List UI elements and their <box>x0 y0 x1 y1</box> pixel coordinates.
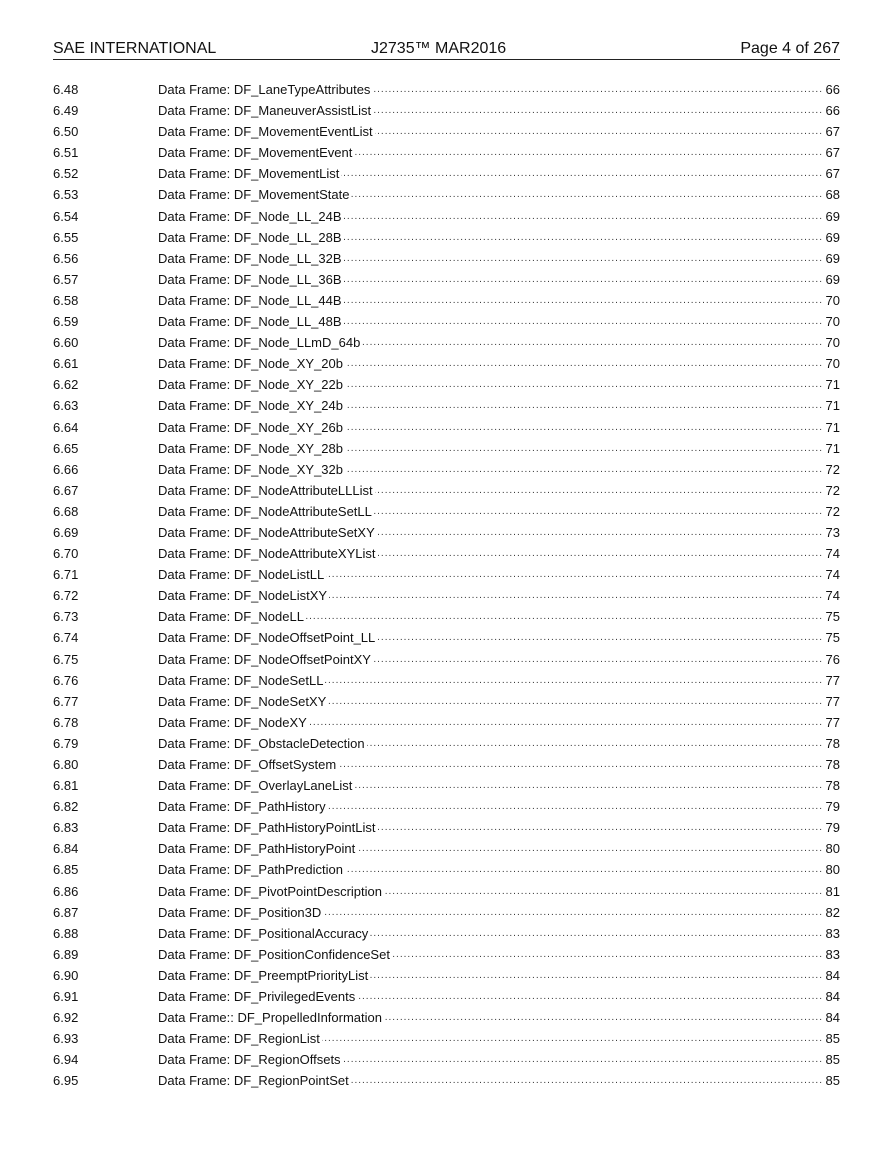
toc-entry-number: 6.48 <box>53 82 79 97</box>
toc-entry-title-text: Data Frame: DF_OffsetSystem <box>158 757 337 772</box>
toc-entry[interactable] <box>53 100 840 121</box>
toc-entry-title <box>158 859 823 880</box>
toc-entry-page: 75 <box>825 630 840 646</box>
toc-entry[interactable] <box>53 965 840 986</box>
toc-entry-number: 6.65 <box>53 440 79 456</box>
toc-entry-number: 6.69 <box>53 524 79 540</box>
toc-entry-title <box>158 100 823 121</box>
toc-entry-page: 76 <box>825 651 840 667</box>
toc-entry-title-text: Data Frame:: DF_PropelledInformation <box>158 1010 382 1026</box>
toc-entry-number: 6.51 <box>53 145 79 161</box>
toc-entry-title <box>158 986 823 1007</box>
toc-entry[interactable] <box>53 184 840 205</box>
toc-entry-title <box>158 311 823 332</box>
toc-entry-number: 6.67 <box>53 482 79 498</box>
toc-entry[interactable] <box>53 986 840 1007</box>
toc-entry-page: 66 <box>825 103 840 119</box>
toc-entry-number: 6.84 <box>53 841 79 857</box>
toc-entry-number: 6.93 <box>53 1031 79 1047</box>
toc-entry-title <box>158 522 823 543</box>
toc-entry-title <box>158 712 823 733</box>
toc-entry-number: 6.50 <box>53 124 79 140</box>
toc-entry-title <box>158 353 823 374</box>
toc-entry-page: 78 <box>825 735 840 751</box>
toc-entry[interactable] <box>53 206 840 227</box>
toc-entry-number: 6.75 <box>53 651 79 667</box>
toc-entry[interactable] <box>53 796 840 817</box>
toc-entry-page: 84 <box>825 989 840 1005</box>
toc-entry-title-text: Data Frame: DF_RegionPointSet <box>158 1073 349 1089</box>
toc-entry-page: 68 <box>825 187 840 203</box>
toc-entry-title-text: Data Frame: DF_ObstacleDetection <box>158 735 365 751</box>
toc-entry-title-text: Data Frame: DF_NodeAttributeLLList <box>158 482 373 498</box>
toc-entry-page: 69 <box>825 250 840 266</box>
toc-entry-title <box>158 79 823 100</box>
toc-entry-title-text: Data Frame: DF_PathPrediction <box>158 862 343 878</box>
toc-entry-title-text: Data Frame: DF_Node_LL_44B <box>158 292 342 308</box>
header-organization: SAE INTERNATIONAL <box>53 40 217 57</box>
toc-entry-page: 84 <box>825 1010 840 1026</box>
toc-entry-title <box>158 670 823 691</box>
toc-entry[interactable] <box>53 1070 840 1091</box>
toc-entry-title-text: Data Frame: DF_Node_LLmD_64b <box>158 335 361 351</box>
toc-entry-number: 6.95 <box>53 1073 79 1089</box>
toc-entry-title-text: Data Frame: DF_PathHistoryPoint <box>158 841 356 857</box>
toc-entry[interactable] <box>53 923 840 944</box>
toc-entry-number: 6.70 <box>53 546 79 562</box>
toc-entry-title <box>158 754 823 775</box>
header-page-number: Page 4 of 267 <box>740 40 840 57</box>
toc-entry-number: 6.49 <box>53 103 79 119</box>
toc-entry-page: 85 <box>825 1031 840 1047</box>
toc-entry-title <box>158 374 823 395</box>
toc-entry-title <box>158 227 823 248</box>
toc-entry-number: 6.57 <box>53 271 79 287</box>
toc-entry-page: 83 <box>825 946 840 962</box>
toc-entry-title <box>158 965 823 986</box>
toc-entry-number: 6.78 <box>53 714 79 730</box>
toc-entry-title-text: Data Frame: DF_Node_LL_32B <box>158 250 342 266</box>
toc-entry-title <box>158 501 823 522</box>
toc-entry-number: 6.81 <box>53 778 79 794</box>
toc-entry[interactable] <box>53 395 840 416</box>
toc-entry[interactable] <box>53 564 840 585</box>
toc-entry[interactable] <box>53 227 840 248</box>
toc-entry-title <box>158 543 823 564</box>
toc-entry-title-text: Data Frame: DF_NodeOffsetPointXY <box>158 651 371 667</box>
toc-entry-title-text: Data Frame: DF_MovementEventList <box>158 124 373 140</box>
toc-entry-title-text: Data Frame: DF_LaneTypeAttributes <box>158 82 371 97</box>
toc-entry-title-text: Data Frame: DF_PivotPointDescription <box>158 883 382 899</box>
toc-entry-page: 83 <box>825 925 840 941</box>
toc-entry-title-text: Data Frame: DF_Node_XY_32b <box>158 461 343 477</box>
toc-entry-page: 69 <box>825 271 840 287</box>
toc-entry-title-text: Data Frame: DF_PreemptPriorityList <box>158 967 369 983</box>
toc-entry-title <box>158 817 823 838</box>
toc-entry-number: 6.72 <box>53 588 79 604</box>
toc-entry[interactable] <box>53 269 840 290</box>
toc-entry-page: 82 <box>825 904 840 920</box>
toc-entry-number: 6.91 <box>53 989 79 1005</box>
toc-entry[interactable] <box>53 374 840 395</box>
toc-entry-page: 72 <box>825 503 840 519</box>
toc-entry-number: 6.53 <box>53 187 79 203</box>
toc-entry-number: 6.86 <box>53 883 79 899</box>
toc-entry-title-text: Data Frame: DF_PrivilegedEvents <box>158 989 356 1005</box>
toc-entry-title-text: Data Frame: DF_PositionConfidenceSet <box>158 946 390 962</box>
toc-entry-title-text: Data Frame: DF_MovementList <box>158 166 340 182</box>
toc-entry[interactable] <box>53 121 840 142</box>
toc-entry-number: 6.61 <box>53 356 79 372</box>
toc-entry-page: 66 <box>825 82 840 97</box>
toc-entry-page: 73 <box>825 524 840 540</box>
toc-entry-title <box>158 332 823 353</box>
toc-entry[interactable] <box>53 290 840 311</box>
toc-entry-page: 67 <box>825 166 840 182</box>
toc-entry-title <box>158 1049 823 1070</box>
table-of-contents <box>53 79 840 1092</box>
toc-entry-number: 6.80 <box>53 757 79 772</box>
toc-entry-title-text: Data Frame: DF_Node_LL_24B <box>158 208 342 224</box>
toc-entry-title-text: Data Frame: DF_RegionOffsets <box>158 1052 341 1068</box>
toc-entry[interactable] <box>53 817 840 838</box>
toc-entry-number: 6.94 <box>53 1052 79 1068</box>
toc-entry-page: 74 <box>825 567 840 583</box>
toc-entry[interactable] <box>53 733 840 754</box>
toc-entry-page: 69 <box>825 208 840 224</box>
toc-entry-number: 6.58 <box>53 292 79 308</box>
toc-entry-page: 74 <box>825 546 840 562</box>
toc-entry[interactable] <box>53 459 840 480</box>
toc-entry[interactable] <box>53 480 840 501</box>
toc-entry[interactable] <box>53 627 840 648</box>
toc-entry-title-text: Data Frame: DF_NodeListXY <box>158 588 328 604</box>
toc-entry-title-text: Data Frame: DF_NodeSetLL <box>158 672 324 688</box>
toc-entry-page: 69 <box>825 229 840 245</box>
toc-entry-title <box>158 564 823 585</box>
toc-entry-title-text: Data Frame: DF_NodeAttributeSetLL <box>158 503 372 519</box>
toc-entry-page: 77 <box>825 714 840 730</box>
toc-entry-page: 70 <box>825 335 840 351</box>
toc-entry-page: 75 <box>825 609 840 625</box>
toc-entry-number: 6.60 <box>53 335 79 351</box>
toc-entry[interactable] <box>53 142 840 163</box>
toc-entry-page: 84 <box>825 967 840 983</box>
toc-entry[interactable] <box>53 944 840 965</box>
toc-entry[interactable] <box>53 353 840 374</box>
toc-entry-page: 81 <box>825 883 840 899</box>
toc-entry[interactable] <box>53 775 840 796</box>
header-rule <box>53 59 840 60</box>
toc-entry-number: 6.56 <box>53 250 79 266</box>
toc-entry-page: 71 <box>825 440 840 456</box>
toc-entry-title <box>158 1028 823 1049</box>
toc-entry-number: 6.79 <box>53 735 79 751</box>
page-header <box>53 40 840 62</box>
toc-entry-title <box>158 649 823 670</box>
toc-entry-title-text: Data Frame: DF_MovementState <box>158 187 350 203</box>
toc-entry-page: 85 <box>825 1073 840 1089</box>
toc-entry-page: 77 <box>825 672 840 688</box>
toc-entry[interactable] <box>53 585 840 606</box>
toc-entry-title <box>158 627 823 648</box>
toc-entry-page: 72 <box>825 461 840 477</box>
toc-entry-title <box>158 248 823 269</box>
toc-entry-title <box>158 881 823 902</box>
toc-entry-title-text: Data Frame: DF_MovementEvent <box>158 145 353 161</box>
toc-entry-title <box>158 417 823 438</box>
toc-entry-page: 79 <box>825 820 840 836</box>
toc-entry-number: 6.83 <box>53 820 79 836</box>
toc-entry-title-text: Data Frame: DF_NodeOffsetPoint_LL <box>158 630 376 646</box>
toc-entry-page: 78 <box>825 778 840 794</box>
toc-entry-title <box>158 269 823 290</box>
toc-entry-title-text: Data Frame: DF_Node_XY_24b <box>158 398 343 414</box>
toc-entry-title <box>158 438 823 459</box>
toc-entry-number: 6.62 <box>53 377 79 393</box>
toc-entry-title <box>158 1007 823 1028</box>
toc-entry-number: 6.88 <box>53 925 79 941</box>
toc-entry-title-text: Data Frame: DF_RegionList <box>158 1031 320 1047</box>
toc-entry-page: 78 <box>825 757 840 772</box>
toc-entry-page: 70 <box>825 292 840 308</box>
toc-entry-title <box>158 796 823 817</box>
toc-entry[interactable] <box>53 79 840 100</box>
toc-entry-number: 6.55 <box>53 229 79 245</box>
toc-entry-title-text: Data Frame: DF_NodeXY <box>158 714 307 730</box>
toc-entry-page: 72 <box>825 482 840 498</box>
toc-entry-title <box>158 838 823 859</box>
toc-entry[interactable] <box>53 248 840 269</box>
toc-entry-title <box>158 459 823 480</box>
toc-entry-number: 6.71 <box>53 567 79 583</box>
toc-entry-title-text: Data Frame: DF_PositionalAccuracy <box>158 925 369 941</box>
toc-entry-number: 6.92 <box>53 1010 79 1026</box>
toc-entry-title <box>158 163 823 184</box>
toc-entry-title <box>158 121 823 142</box>
toc-entry-title <box>158 733 823 754</box>
toc-entry-title <box>158 184 823 205</box>
toc-entry[interactable] <box>53 417 840 438</box>
toc-entry[interactable] <box>53 522 840 543</box>
toc-entry-number: 6.90 <box>53 967 79 983</box>
header-document-id: J2735™ MAR2016 <box>371 40 507 57</box>
toc-entry-page: 71 <box>825 398 840 414</box>
toc-entry-page: 85 <box>825 1052 840 1068</box>
toc-entry[interactable] <box>53 163 840 184</box>
toc-entry-page: 67 <box>825 124 840 140</box>
toc-entry-page: 71 <box>825 377 840 393</box>
toc-entry-number: 6.68 <box>53 503 79 519</box>
toc-entry[interactable] <box>53 332 840 353</box>
toc-entry-title <box>158 1070 823 1091</box>
toc-entry-title-text: Data Frame: DF_Node_XY_20b <box>158 356 343 372</box>
toc-entry[interactable] <box>53 501 840 522</box>
toc-entry-title <box>158 944 823 965</box>
toc-entry-title-text: Data Frame: DF_Node_XY_26b <box>158 419 343 435</box>
toc-entry-page: 71 <box>825 419 840 435</box>
toc-entry-title <box>158 290 823 311</box>
toc-entry-number: 6.66 <box>53 461 79 477</box>
toc-entry-title-text: Data Frame: DF_NodeAttributeXYList <box>158 546 376 562</box>
toc-entry-title-text: Data Frame: DF_OverlayLaneList <box>158 778 353 794</box>
toc-entry-title-text: Data Frame: DF_Node_XY_22b <box>158 377 343 393</box>
toc-entry[interactable] <box>53 712 840 733</box>
toc-entry-title <box>158 775 823 796</box>
toc-entry-title-text: Data Frame: DF_NodeLL <box>158 609 304 625</box>
toc-entry-title <box>158 923 823 944</box>
toc-entry-page: 74 <box>825 588 840 604</box>
toc-entry[interactable] <box>53 606 840 627</box>
toc-entry[interactable] <box>53 859 840 880</box>
toc-entry-number: 6.77 <box>53 693 79 709</box>
toc-entry-page: 70 <box>825 314 840 330</box>
toc-entry-title-text: Data Frame: DF_PathHistoryPointList <box>158 820 376 836</box>
toc-entry-page: 70 <box>825 356 840 372</box>
toc-entry-page: 80 <box>825 841 840 857</box>
toc-entry[interactable] <box>53 881 840 902</box>
toc-entry-number: 6.64 <box>53 419 79 435</box>
toc-entry-title <box>158 480 823 501</box>
toc-entry-number: 6.76 <box>53 672 79 688</box>
toc-entry[interactable] <box>53 649 840 670</box>
toc-entry-number: 6.89 <box>53 946 79 962</box>
toc-entry-title <box>158 206 823 227</box>
toc-entry[interactable] <box>53 311 840 332</box>
toc-entry-title-text: Data Frame: DF_NodeAttributeSetXY <box>158 524 375 540</box>
toc-entry[interactable] <box>53 691 840 712</box>
toc-entry-title-text: Data Frame: DF_ManeuverAssistList <box>158 103 372 119</box>
toc-entry-number: 6.82 <box>53 799 79 815</box>
toc-entry-page: 77 <box>825 693 840 709</box>
toc-entry-title-text: Data Frame: DF_NodeListLL <box>158 567 325 583</box>
toc-entry[interactable] <box>53 670 840 691</box>
toc-entry-title-text: Data Frame: DF_PathHistory <box>158 799 326 815</box>
toc-entry-number: 6.87 <box>53 904 79 920</box>
toc-entry-title-text: Data Frame: DF_NodeSetXY <box>158 693 327 709</box>
toc-entry-title <box>158 606 823 627</box>
toc-entry-number: 6.74 <box>53 630 79 646</box>
toc-entry-title <box>158 691 823 712</box>
toc-entry[interactable] <box>53 1007 840 1028</box>
toc-entry-title <box>158 395 823 416</box>
toc-entry-title-text: Data Frame: DF_Node_LL_48B <box>158 314 342 330</box>
toc-entry[interactable] <box>53 438 840 459</box>
toc-entry-title-text: Data Frame: DF_Position3D <box>158 904 322 920</box>
toc-entry-page: 80 <box>825 862 840 878</box>
toc-entry-number: 6.73 <box>53 609 79 625</box>
toc-entry-number: 6.63 <box>53 398 79 414</box>
toc-entry-page: 67 <box>825 145 840 161</box>
toc-entry[interactable] <box>53 754 840 775</box>
toc-entry[interactable] <box>53 543 840 564</box>
toc-entry[interactable] <box>53 838 840 859</box>
toc-entry-number: 6.52 <box>53 166 79 182</box>
toc-entry-title <box>158 585 823 606</box>
toc-entry-title <box>158 142 823 163</box>
toc-entry-number: 6.59 <box>53 314 79 330</box>
toc-entry-title-text: Data Frame: DF_Node_LL_36B <box>158 271 342 287</box>
toc-entry[interactable] <box>53 1028 840 1049</box>
toc-entry-title <box>158 902 823 923</box>
toc-entry-page: 79 <box>825 799 840 815</box>
toc-entry[interactable] <box>53 1049 840 1070</box>
toc-entry-title-text: Data Frame: DF_Node_XY_28b <box>158 440 343 456</box>
toc-entry[interactable] <box>53 902 840 923</box>
toc-entry-number: 6.54 <box>53 208 79 224</box>
toc-entry-title-text: Data Frame: DF_Node_LL_28B <box>158 229 342 245</box>
toc-entry-number: 6.85 <box>53 862 79 878</box>
